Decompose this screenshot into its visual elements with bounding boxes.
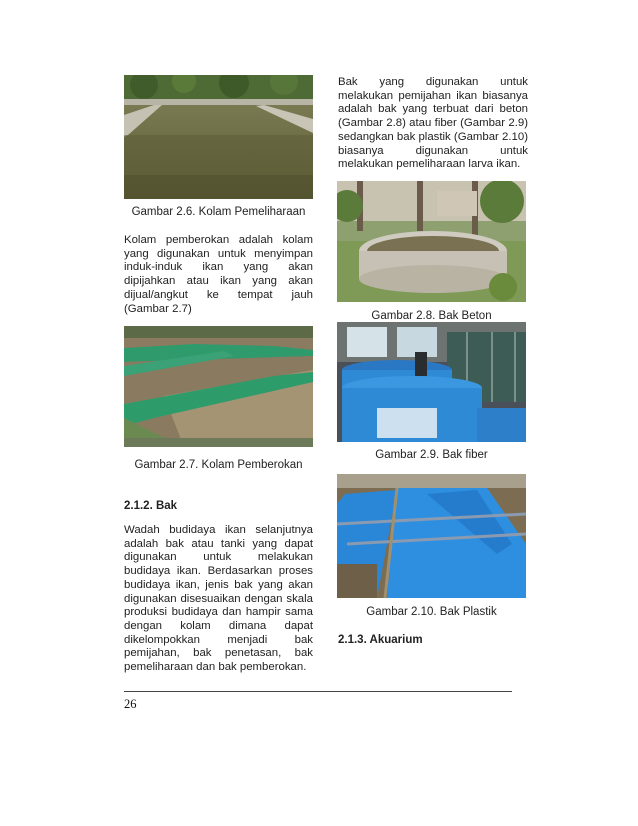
figure-caption: Gambar 2.6. Kolam Pemeliharaan	[131, 206, 306, 218]
paragraph: Kolam pemberokan adalah kolam yang digunakan untuk menyimpan induk-induk ikan yang akan dipijahkan atau ikan yang akan dijual/angkut ke tempat jauh (Gambar 2.7)	[124, 234, 313, 315]
paragraph: Bak yang digunakan untuk melakukan pemijahan ikan biasanya adalah bak yang terbuat dari beton (Gambar 2.8) atau fiber (Gambar 2.9) sedangkan bak plastik (Gambar 2.10) biasanya digunakan untuk melakukan pemeliharaan larva ikan.	[338, 76, 528, 171]
concrete-tank-photo	[337, 181, 526, 302]
pond-photo	[124, 75, 313, 199]
figure-caption: Gambar 2.8. Bak Beton	[371, 310, 492, 322]
figure-caption: Gambar 2.10. Bak Plastik	[366, 606, 497, 618]
net-pond-photo	[124, 326, 313, 447]
figure-caption: Gambar 2.9. Bak fiber	[375, 449, 488, 461]
paragraph: Wadah budidaya ikan selanjutnya adalah bak atau tanki yang dapat digunakan untuk melakukan budidaya ikan. Berdasarkan proses budidaya ikan, jenis bak yang akan digunakan disesuaikan dengan skala produksi budidaya dan hampir sama dengan kolam dimana dapat dikelompokkan menjadi bak pemijahan, bak penetasan, bak pemeliharaan dan bak pemberokan.	[124, 524, 313, 674]
section-heading: 2.1.2. Bak	[124, 500, 178, 512]
plastic-tank-photo	[337, 474, 526, 598]
figure-caption: Gambar 2.7. Kolam Pemberokan	[134, 459, 303, 471]
footer-rule	[124, 691, 512, 692]
fiber-tank-photo	[337, 322, 526, 442]
page-number: 26	[124, 697, 137, 711]
section-heading: 2.1.3. Akuarium	[338, 634, 423, 646]
